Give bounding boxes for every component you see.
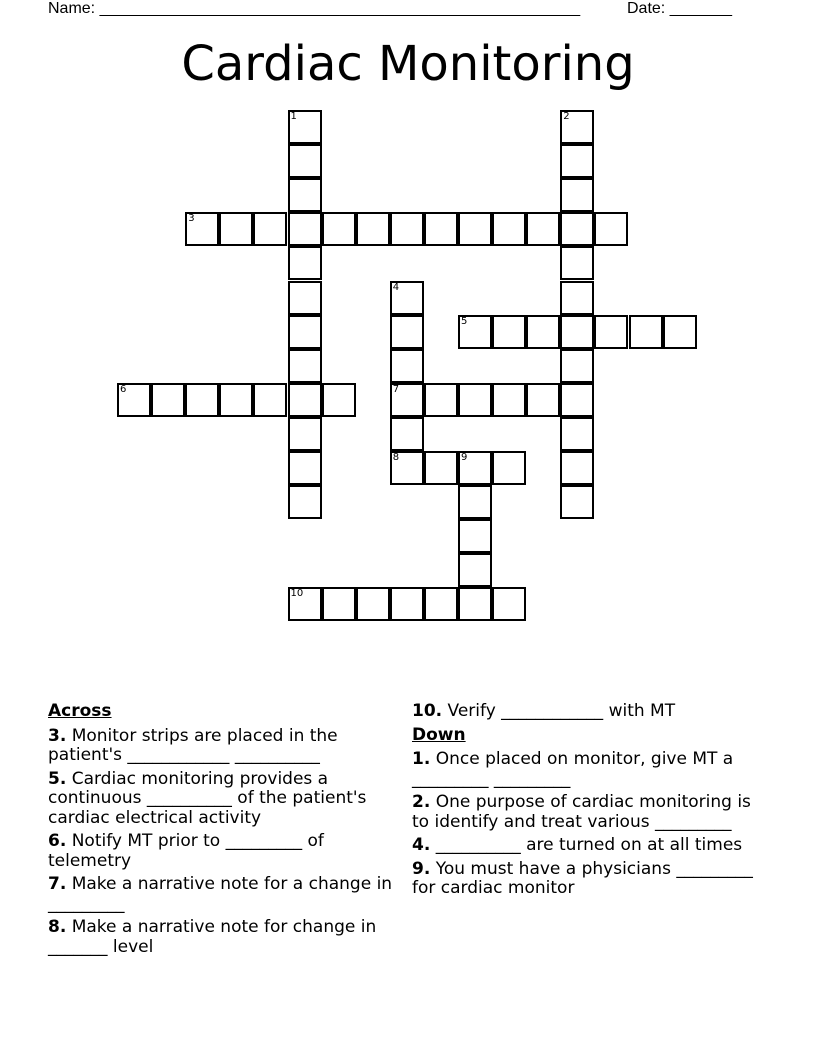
grid-cell[interactable]: [560, 383, 594, 417]
grid-cell[interactable]: [560, 281, 594, 315]
clue-number: 7: [392, 383, 400, 395]
grid-cell[interactable]: [288, 383, 322, 417]
clue-number: 9: [461, 452, 468, 463]
grid-cell[interactable]: [458, 553, 492, 587]
clue-number: 8: [392, 452, 400, 463]
down-heading: Down: [412, 724, 466, 745]
grid-cell[interactable]: [594, 315, 628, 349]
grid-cell[interactable]: [560, 349, 594, 383]
clue-number: 5: [461, 315, 468, 327]
clue-across-8: 8. Make a narrative note for change in _______ level: [48, 917, 377, 957]
grid-cell[interactable]: [288, 315, 322, 349]
grid-cell[interactable]: [458, 485, 492, 519]
grid-cell[interactable]: [458, 315, 492, 349]
grid-cell[interactable]: [288, 178, 322, 212]
date-field[interactable]: Date: _______: [627, 0, 732, 17]
grid-cell[interactable]: [526, 383, 560, 417]
grid-cell[interactable]: [390, 315, 424, 349]
grid-cell[interactable]: [288, 281, 322, 315]
grid-cell[interactable]: [322, 587, 356, 621]
grid-cell[interactable]: [288, 485, 322, 519]
grid-cell[interactable]: [288, 110, 322, 144]
name-field[interactable]: Name: ______________________________________________________: [48, 0, 581, 17]
clue-number: 6: [120, 383, 127, 395]
grid-cell[interactable]: [253, 212, 287, 246]
grid-cell[interactable]: [629, 315, 663, 349]
grid-cell[interactable]: [390, 281, 424, 315]
grid-cell[interactable]: [390, 587, 424, 621]
grid-cell[interactable]: [492, 212, 526, 246]
clue-number: 4: [392, 281, 400, 293]
clue-down-9: 9. You must have a physicians _________ for cardiac monitor: [412, 858, 753, 898]
grid-cell[interactable]: [526, 315, 560, 349]
clue-across-6: 6. Notify MT prior to _________ of telemetry: [48, 831, 324, 871]
clue-down-1: 1. Once placed on monitor, give MT a _________ _________: [412, 749, 734, 789]
grid-cell[interactable]: [288, 587, 322, 621]
grid-cell[interactable]: [492, 587, 526, 621]
clue-across-7: 7. Make a narrative note for a change in _________: [48, 874, 393, 914]
grid-cell[interactable]: [560, 315, 594, 349]
clues-right-column: [412, 702, 764, 903]
grid-cell[interactable]: [424, 451, 458, 485]
clue-across-5: 5. Cardiac monitoring provides a continuous __________ of the patient's cardiac electrical activity: [48, 768, 367, 828]
grid-cell[interactable]: [322, 383, 356, 417]
grid-cell[interactable]: [560, 246, 594, 280]
across-heading: Across: [48, 701, 112, 721]
clues-left-column: [48, 702, 400, 961]
grid-cell[interactable]: [560, 144, 594, 178]
grid-cell[interactable]: [288, 451, 322, 485]
grid-cell[interactable]: [390, 349, 424, 383]
clue-across-3: 3. Monitor strips are placed in the patient's ____________ __________: [48, 725, 338, 765]
grid-cell[interactable]: [458, 519, 492, 553]
grid-cell[interactable]: [185, 212, 219, 246]
grid-cell[interactable]: [492, 451, 526, 485]
grid-cell[interactable]: [288, 246, 322, 280]
grid-cell[interactable]: [492, 383, 526, 417]
grid-cell[interactable]: [458, 587, 492, 621]
clue-across-10: 10. Verify ____________ with MT: [412, 701, 676, 721]
grid-cell[interactable]: [560, 178, 594, 212]
grid-cell[interactable]: [288, 212, 322, 246]
page-title: Cardiac Monitoring: [181, 36, 635, 92]
grid-cell[interactable]: [526, 212, 560, 246]
grid-cell[interactable]: [424, 587, 458, 621]
grid-cell[interactable]: [663, 315, 697, 349]
clue-number: 1: [290, 111, 297, 122]
grid-cell[interactable]: [219, 383, 253, 417]
grid-cell[interactable]: [458, 451, 492, 485]
grid-cell[interactable]: [185, 383, 219, 417]
grid-cell[interactable]: [390, 417, 424, 451]
grid-cell[interactable]: [288, 417, 322, 451]
grid-cell[interactable]: [288, 144, 322, 178]
grid-cell[interactable]: [390, 212, 424, 246]
grid-cell[interactable]: [492, 315, 526, 349]
clue-number: 2: [563, 111, 570, 122]
grid-cell[interactable]: [458, 383, 492, 417]
clue-number: 10: [290, 588, 304, 600]
grid-cell[interactable]: [560, 417, 594, 451]
grid-cell[interactable]: [560, 485, 594, 519]
grid-cell[interactable]: [560, 451, 594, 485]
grid-cell[interactable]: [390, 451, 424, 485]
grid-cell[interactable]: [356, 587, 390, 621]
grid-cell[interactable]: [356, 212, 390, 246]
grid-cell[interactable]: [424, 383, 458, 417]
grid-cell[interactable]: [151, 383, 185, 417]
grid-cell[interactable]: [560, 212, 594, 246]
clue-down-2: 2. One purpose of cardiac monitoring is to identify and treat various _________: [412, 792, 751, 832]
grid-cell[interactable]: [219, 212, 253, 246]
clue-down-4: 4. __________ are turned on at all times: [412, 835, 743, 855]
grid-cell[interactable]: [288, 349, 322, 383]
clue-number: 3: [188, 213, 195, 225]
grid-cell[interactable]: [390, 383, 424, 417]
grid-cell[interactable]: [458, 212, 492, 246]
grid-cell[interactable]: [117, 383, 151, 417]
grid-cell[interactable]: [594, 212, 628, 246]
grid-cell[interactable]: [560, 110, 594, 144]
grid-cell[interactable]: [253, 383, 287, 417]
grid-cell[interactable]: [424, 212, 458, 246]
grid-cell[interactable]: [322, 212, 356, 246]
